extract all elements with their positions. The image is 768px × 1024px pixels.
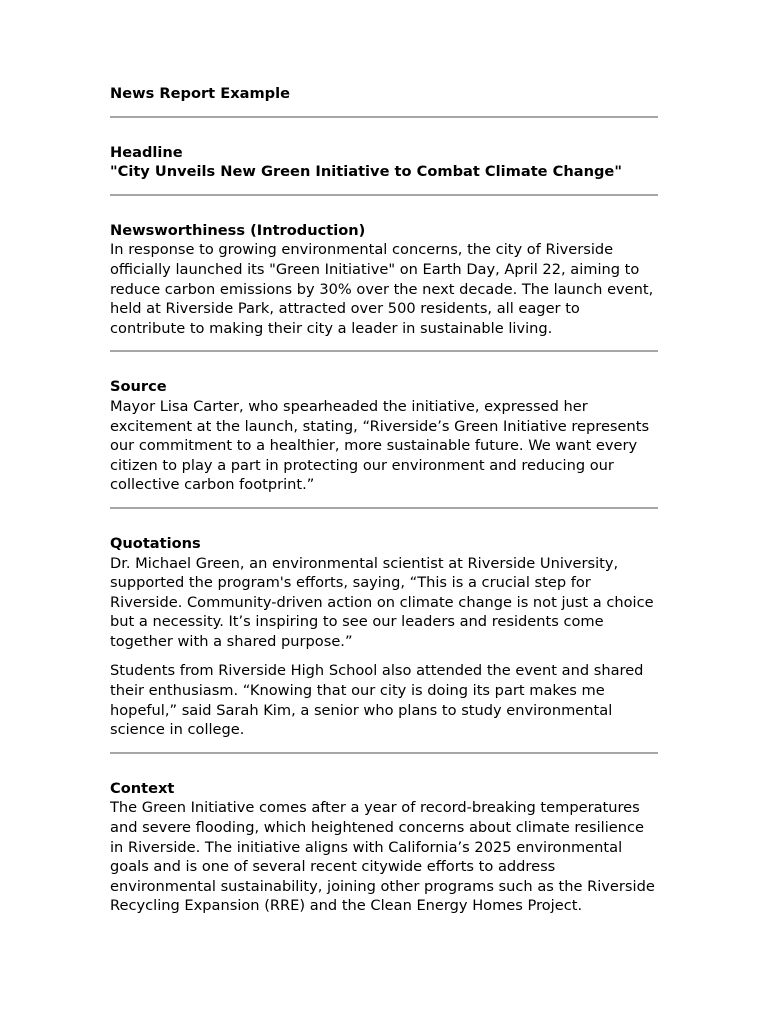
headline-text: "City Unveils New Green Initiative to Combat Climate Change" — [110, 163, 622, 181]
document-page — [110, 84, 658, 916]
document-title: News Report Example — [110, 85, 291, 102]
section-heading: Headline — [110, 143, 183, 161]
section-quotations — [110, 534, 658, 740]
section-headline — [110, 143, 658, 182]
section-heading: Quotations — [110, 534, 201, 552]
paragraph: Dr. Michael Green, an environmental scientist at Riverside University, supported the program's efforts, saying, “This is a crucial step for Riverside. Community-driven action on climate change is not just a choice but a necessity. It’s inspiring to see our leaders and residents come together with a shared purpose.” — [110, 554, 654, 650]
section-context — [110, 779, 658, 916]
section-heading: Context — [110, 779, 175, 797]
section-source — [110, 377, 658, 495]
section-heading: Source — [110, 378, 167, 396]
section-heading: Newsworthiness (Introduction) — [110, 221, 366, 239]
section-newsworthiness — [110, 221, 658, 339]
paragraph: Mayor Lisa Carter, who spearheaded the initiative, expressed her excitement at the launch, stating, “Riverside’s Green Initiative represents our commitment to a healthier, more sustainable future. We want every citizen to play a part in protecting our environment and reducing our collective carbon footprint.” — [110, 397, 650, 494]
paragraph: The Green Initiative comes after a year of record-breaking temperatures and severe flooding, which heightened concerns about climate resilience in Riverside. The initiative aligns with California’s 2025 environmental goals and is one of several recent citywide efforts to address environmental sustainability, joining other programs such as the Riverside Recycling Expansion (RRE) and the Clean Energy Homes Project. — [110, 799, 655, 915]
paragraph: Students from Riverside High School also attended the event and shared their enthusiasm. “Knowing that our city is doing its part makes me hopeful,” said Sarah Kim, a senior who plans to study environmental science in college. — [110, 662, 644, 739]
paragraph: In response to growing environmental concerns, the city of Riverside officially launched its "Green Initiative" on Earth Day, April 22, aiming to reduce carbon emissions by 30% over the next decade. The launch event, held at Riverside Park, attracted over 500 residents, all eager to contribute to making their city a leader in sustainable living. — [110, 241, 654, 337]
